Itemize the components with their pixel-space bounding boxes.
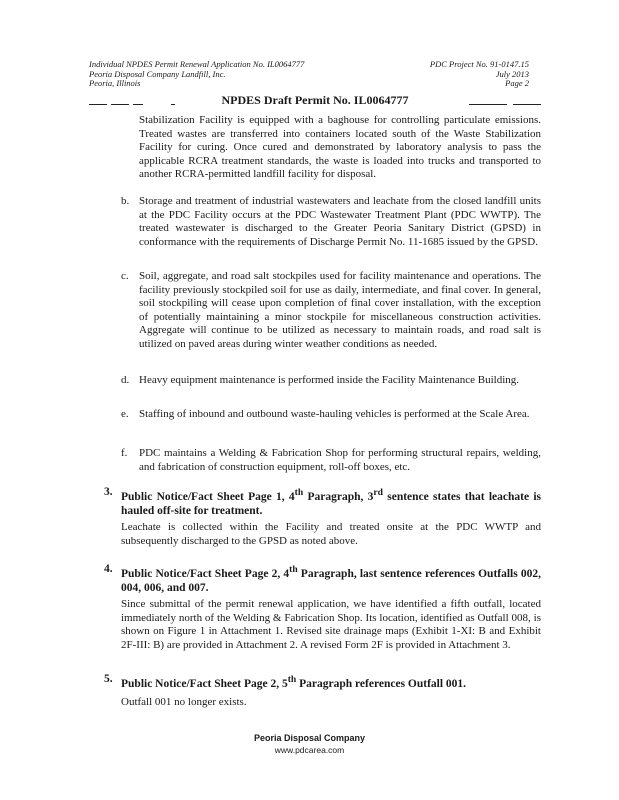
- section-5-number: 5.: [104, 673, 113, 685]
- section-3-number: 3.: [104, 486, 113, 498]
- item-c-label: c.: [121, 270, 129, 282]
- header-company: Peoria Disposal Company Landfill, Inc.: [89, 68, 226, 79]
- header-page-number: Page 2: [505, 78, 529, 88]
- footer-company: Peoria Disposal Company: [253, 733, 366, 743]
- item-f-label: f.: [121, 447, 128, 459]
- section-4-body: Since submittal of the permit renewal application, we have identified a fifth outfall, located immediately north of the Welding & Fabrication Shop. Its location, identified as Outfall 008, is shown on Figure 1 in Attachment 1. Revised site drainage maps (Exhibit 1-XI: B and Exhibit 2F-III: B) are provided in Attachment 2. A revised Form 2F is provided in Attachment 3.: [121, 598, 541, 651]
- header-left: [89, 60, 304, 89]
- intro-paragraph: Stabilization Facility is equipped with a baghouse for controlling particulate emissions. Treated wastes are transferred into containers located south of the Waste Stabilization Facility for curing. Once cured and demonstrated by laboratory analysis to pass the applicable RCRA treatment standards, the waste is loaded into trucks and transported to another RCRA-permitted landfill facility for disposal.: [139, 114, 541, 181]
- header-date: July 2013: [495, 68, 529, 79]
- item-f-text: PDC maintains a Welding & Fabrication Shop for performing structural repairs, welding, and fabrication of construction equipment, roll-off boxes, etc.: [139, 447, 541, 473]
- footer-website: www.pdcarea.com: [274, 745, 345, 755]
- section-5-body: Outfall 001 no longer exists.: [121, 696, 247, 708]
- item-e-text: Staffing of inbound and outbound waste-hauling vehicles is performed at the Scale Area.: [139, 408, 530, 420]
- item-b-text: Storage and treatment of industrial wastewaters and leachate from the closed landfill units at the PDC Facility occurs at the PDC Wastewater Treatment Plant (PDC WWTP). The treated wastewater is discharged to the Greater Peoria Sanitary District (GPSD) in conformance with the requirements of Discharge Permit No. 11-1685 issued by the GPSD.: [139, 195, 541, 248]
- item-e-label: e.: [121, 408, 129, 420]
- section-3-body: Leachate is collected within the Facility and treated onsite at the PDC WWTP and subsequently discharged to the GPSD as noted above.: [121, 521, 541, 547]
- item-d-text: Heavy equipment maintenance is performed inside the Facility Maintenance Building.: [139, 374, 519, 386]
- header-location: Peoria, Illinois: [89, 78, 141, 88]
- section-4-heading: Public Notice/Fact Sheet Page 2, 4th Paragraph, last sentence references Outfalls 002, 004, 006, and 007.: [121, 564, 542, 594]
- item-c-text: Soil, aggregate, and road salt stockpiles used for facility maintenance and operations. The facility previously stockpiled soil for use as daily, intermediate, and final cover. In general, soil stockpiling will cease upon completion of final cover installation, with the exception of potentially maintaining a minor stockpile for miscellaneous construction activities. Aggregate will continue to be utilized as necessary to maintain roads, and road salt is utilized on paved areas during winter weather conditions as needed.: [139, 270, 541, 350]
- header-permit-application: Individual NPDES Permit Renewal Application No. IL0064777: [89, 59, 305, 69]
- header-right: [430, 60, 529, 89]
- section-5-heading: Public Notice/Fact Sheet Page 2, 5th Paragraph references Outfall 001.: [121, 674, 467, 690]
- item-b-label: b.: [121, 195, 130, 207]
- item-d-label: d.: [121, 374, 130, 386]
- section-4-number: 4.: [104, 563, 113, 575]
- title-row: [89, 93, 541, 109]
- section-3-heading: Public Notice/Fact Sheet Page 1, 4th Paragraph, 3rd sentence states that leachate is hauled off-site for treatment.: [121, 487, 541, 517]
- page-title: NPDES Draft Permit No. IL0064777: [89, 93, 541, 108]
- header-project-number: PDC Project No. 91-0147.15: [429, 59, 529, 69]
